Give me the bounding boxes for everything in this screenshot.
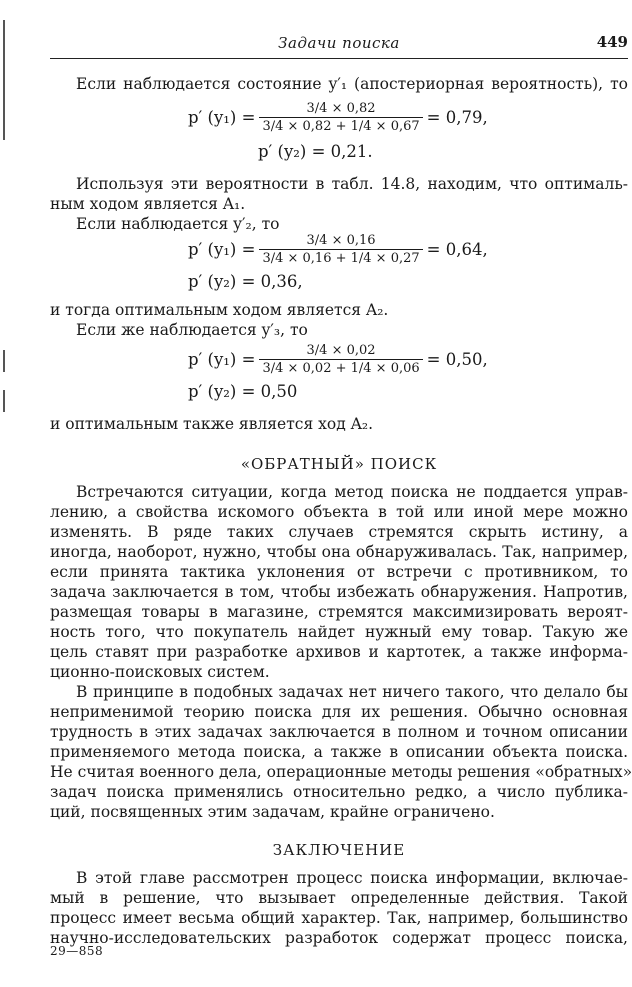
running-title: Задачи поиска — [278, 34, 400, 52]
scan-edge-mark — [3, 20, 5, 140]
section-heading: ЗАКЛЮЧЕНИЕ — [272, 841, 406, 859]
text-line: цель ставят при разработке архивов и картотек, а также информа- — [50, 643, 628, 661]
text-line: научно-исследовательских разработок содержат процесс поиска, — [50, 929, 628, 947]
formula-lhs: p′ (y₁) = — [188, 350, 256, 369]
fraction — [259, 232, 422, 267]
text-line: мый в решение, что вызывает определенные действия. Такой — [50, 889, 628, 907]
text-line: размещая товары в магазине, стремятся максимизировать вероят- — [50, 603, 628, 621]
text-line: Встречаются ситуации, когда метод поиска не поддается управ- — [76, 483, 628, 501]
scan-edge-mark — [3, 350, 5, 372]
formula-3 — [188, 342, 488, 377]
text-line: лению, а свойства искомого объекта в той или иной мере можно — [50, 503, 628, 521]
text-line: В принципе в подобных задачах нет ничего такого, что делало бы — [76, 683, 628, 701]
text-line: и тогда оптимальным ходом является A₂. — [50, 301, 389, 319]
text-line: Если наблюдается y′₂, то — [76, 215, 280, 233]
text-line: В этой главе рассмотрен процесс поиска информации, включае- — [76, 869, 628, 887]
text-line: ным ходом является A₁. — [50, 195, 246, 213]
formula-result: = 0,50, — [426, 350, 488, 369]
text-line: и оптимальным также является ход A₂. — [50, 415, 374, 433]
text-line: неприменимой теорию поиска для их решения. Обычно основная — [50, 703, 628, 721]
text-line: Не считая военного дела, операционные методы решения «обратных» — [50, 763, 632, 781]
scan-edge-mark — [3, 390, 5, 412]
formula-lhs: p′ (y₁) = — [188, 240, 256, 259]
formula-2 — [188, 232, 488, 267]
text-line: ций, посвященных этим задачам, крайне ограничено. — [50, 803, 495, 821]
text-line: если принята тактика уклонения от встречи с противником, то — [50, 563, 628, 581]
text-line: задача заключается в том, чтобы избежать обнаружения. Напротив, — [50, 583, 628, 601]
fraction — [259, 342, 422, 377]
fraction-numerator: 3/4 × 0,82 — [306, 101, 376, 116]
page-header — [50, 30, 628, 59]
text-line: изменять. В ряде таких случаев стремятся скрыть истину, а — [50, 523, 628, 541]
text-line: Если же наблюдается y′₃, то — [76, 321, 308, 339]
fraction-numerator: 3/4 × 0,02 — [306, 343, 376, 358]
text-line: Используя эти вероятности в табл. 14.8, находим, что оптималь- — [76, 175, 628, 193]
printer-signature: 29—858 — [50, 944, 104, 958]
fraction-denominator: 3/4 × 0,02 + 1/4 × 0,06 — [259, 359, 422, 377]
formula-1-second: p′ (y₂) = 0,21. — [258, 142, 373, 161]
formula-lhs: p′ (y₁) = — [188, 108, 256, 127]
section-heading: «ОБРАТНЫЙ» ПОИСК — [240, 455, 438, 473]
page-number: 449 — [596, 33, 628, 51]
formula-2-second: p′ (y₂) = 0,36, — [188, 272, 303, 291]
formula-result: = 0,64, — [426, 240, 488, 259]
text-line: ционно-поисковых систем. — [50, 663, 270, 681]
formula-result: = 0,79, — [426, 108, 488, 127]
fraction-denominator: 3/4 × 0,16 + 1/4 × 0,27 — [259, 249, 422, 267]
text-line: трудность в этих задачах заключается в полном и точном описании — [50, 723, 628, 741]
text-line: иногда, наоборот, нужно, чтобы она обнаруживалась. Так, например, — [50, 543, 628, 561]
fraction-denominator: 3/4 × 0,82 + 1/4 × 0,67 — [259, 117, 422, 135]
text-line: Если наблюдается состояние y′₁ (апостериорная вероятность), то — [76, 75, 628, 93]
fraction — [259, 100, 422, 135]
text-line: ность того, что покупатель найдет нужный ему товар. Такую же — [50, 623, 628, 641]
text-line: процесс имеет весьма общий характер. Так, например, большинство — [50, 909, 628, 927]
fraction-numerator: 3/4 × 0,16 — [306, 233, 376, 248]
text-line: задач поиска применялись относительно редко, а число публика- — [50, 783, 628, 801]
formula-1 — [188, 100, 488, 135]
text-line: применяемого метода поиска, а также в описании объекта поиска. — [50, 743, 628, 761]
formula-3-second: p′ (y₂) = 0,50 — [188, 382, 298, 401]
